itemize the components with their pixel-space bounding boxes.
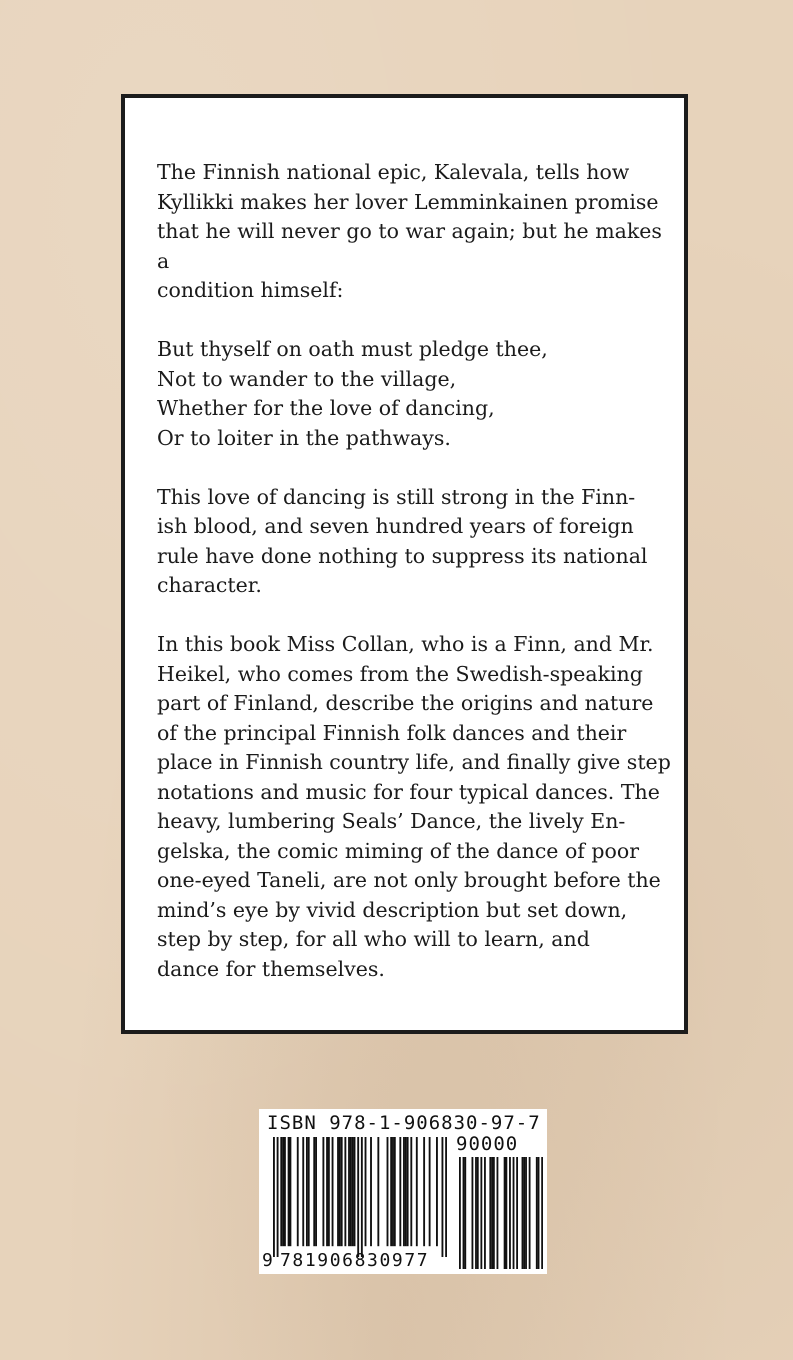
barcode-bar (403, 1137, 405, 1246)
barcode-bar (308, 1137, 310, 1246)
barcode-bar (370, 1137, 372, 1246)
addon-barcode-bar (509, 1157, 511, 1269)
paragraph-love-of-dancing: This love of dancing is still strong in the Finn- ish blood, and seven hundred years of foreign rule have done nothing to suppress its national character. (157, 484, 648, 597)
addon-barcode-bar (493, 1157, 495, 1269)
barcode-bar (315, 1137, 317, 1246)
addon-barcode-bars (459, 1157, 543, 1269)
barcode-guard-bar (357, 1137, 359, 1257)
barcode-bar (429, 1137, 431, 1246)
verse-quotation: But thyself on oath must pledge thee, Not to wander to the village, Whether for the love of dancing, Or to loiter in the pathways. (157, 337, 548, 450)
barcode-guard-bar (361, 1137, 363, 1257)
addon-barcode-bar (523, 1157, 525, 1269)
addon-barcode-bar (541, 1157, 543, 1269)
addon-barcode-bar (489, 1157, 491, 1269)
addon-barcode-bar (504, 1157, 506, 1269)
barcode-bar (337, 1137, 339, 1246)
barcode-bar (288, 1137, 290, 1246)
barcode-bar (289, 1137, 291, 1246)
barcode-bar (328, 1137, 330, 1246)
ean-digits (262, 1250, 429, 1271)
barcode-bar (392, 1137, 394, 1246)
barcode-bar (377, 1137, 379, 1246)
barcode-bar (306, 1137, 308, 1246)
barcode-bar (354, 1137, 356, 1246)
price-code: 90000 (456, 1133, 519, 1155)
addon-barcode-bar (529, 1157, 531, 1269)
barcode-bar (350, 1137, 352, 1246)
barcode-bar (394, 1137, 396, 1246)
barcode-bar (348, 1137, 350, 1246)
addon-barcode-bar (536, 1157, 538, 1269)
barcode-bar (284, 1137, 286, 1246)
barcode-bar (399, 1137, 401, 1246)
addon-barcode-bar (464, 1157, 466, 1269)
back-cover-text-panel (121, 94, 688, 1034)
addon-barcode-bar (472, 1157, 474, 1269)
barcode-bar (297, 1137, 299, 1246)
addon-barcode-bar (497, 1157, 499, 1269)
addon-barcode-bar (491, 1157, 493, 1269)
barcode-bar (423, 1137, 425, 1246)
addon-barcode-bar (538, 1157, 540, 1269)
addon-barcode-bar (484, 1157, 486, 1269)
addon-barcode-bar (477, 1157, 479, 1269)
addon-barcode-bar (480, 1157, 482, 1269)
barcode-bar (332, 1137, 334, 1246)
addon-barcode-bar (505, 1157, 507, 1269)
addon-barcode-bar (522, 1157, 524, 1269)
barcode-bar (405, 1137, 407, 1246)
ean-barcode-bars (273, 1137, 447, 1257)
barcode-guard-bar (277, 1137, 279, 1257)
barcode-bar (365, 1137, 367, 1246)
blurb-text (157, 158, 677, 1014)
paragraph-kalevala-intro: The Finnish national epic, Kalevala, tells how Kyllikki makes her lover Lemminkainen promise that he will never go to war again; but he makes a condition himself: (157, 160, 662, 302)
barcode-bar (282, 1137, 284, 1246)
ean-remaining-digits: 781906830977 (280, 1250, 430, 1271)
barcode-bar (436, 1137, 438, 1246)
barcode-guard-bar (273, 1137, 275, 1257)
barcode-bar (341, 1137, 343, 1246)
isbn-label: ISBN 978-1-906830-97-7 (267, 1112, 541, 1134)
addon-barcode-bar (525, 1157, 527, 1269)
paragraph-book-description: In this book Miss Collan, who is a Finn, and Mr. Heikel, who comes from the Swedish-speaking part of Finland, describe the origins and nature of the principal Finnish folk dances and their place in Finnish country life, and finally give step notations and music for four typical dances. The heavy, lumbering Seals’ Dance, the lively En- gelska, the comic miming of the dance of poor one-eyed Taneli, are not only brought before the mind’s eye by vivid description but set down, step by step, for all who will to learn, and dance for themselves. (157, 632, 671, 981)
barcode-bar (352, 1137, 354, 1246)
barcode-bar (416, 1137, 418, 1246)
barcode-bar (390, 1137, 392, 1246)
barcode-bar (387, 1137, 389, 1246)
addon-barcode-bar (459, 1157, 461, 1269)
barcode-guard-bar (442, 1137, 444, 1257)
barcode-bar (322, 1137, 324, 1246)
barcode-bar (326, 1137, 328, 1246)
barcode-bar (339, 1137, 341, 1246)
isbn-barcode (259, 1109, 547, 1274)
addon-barcode-bar (516, 1157, 518, 1269)
barcode-bar (407, 1137, 409, 1246)
barcode-bar (280, 1137, 282, 1246)
addon-barcode-bar (463, 1157, 465, 1269)
barcode-guard-bar (445, 1137, 447, 1257)
barcode-bar (410, 1137, 412, 1246)
barcode-bar (302, 1137, 304, 1246)
barcode-bar (313, 1137, 315, 1246)
barcode-bar (344, 1137, 346, 1246)
addon-barcode-bar (513, 1157, 515, 1269)
ean-first-digit: 9 (262, 1250, 273, 1271)
addon-barcode-bar (475, 1157, 477, 1269)
